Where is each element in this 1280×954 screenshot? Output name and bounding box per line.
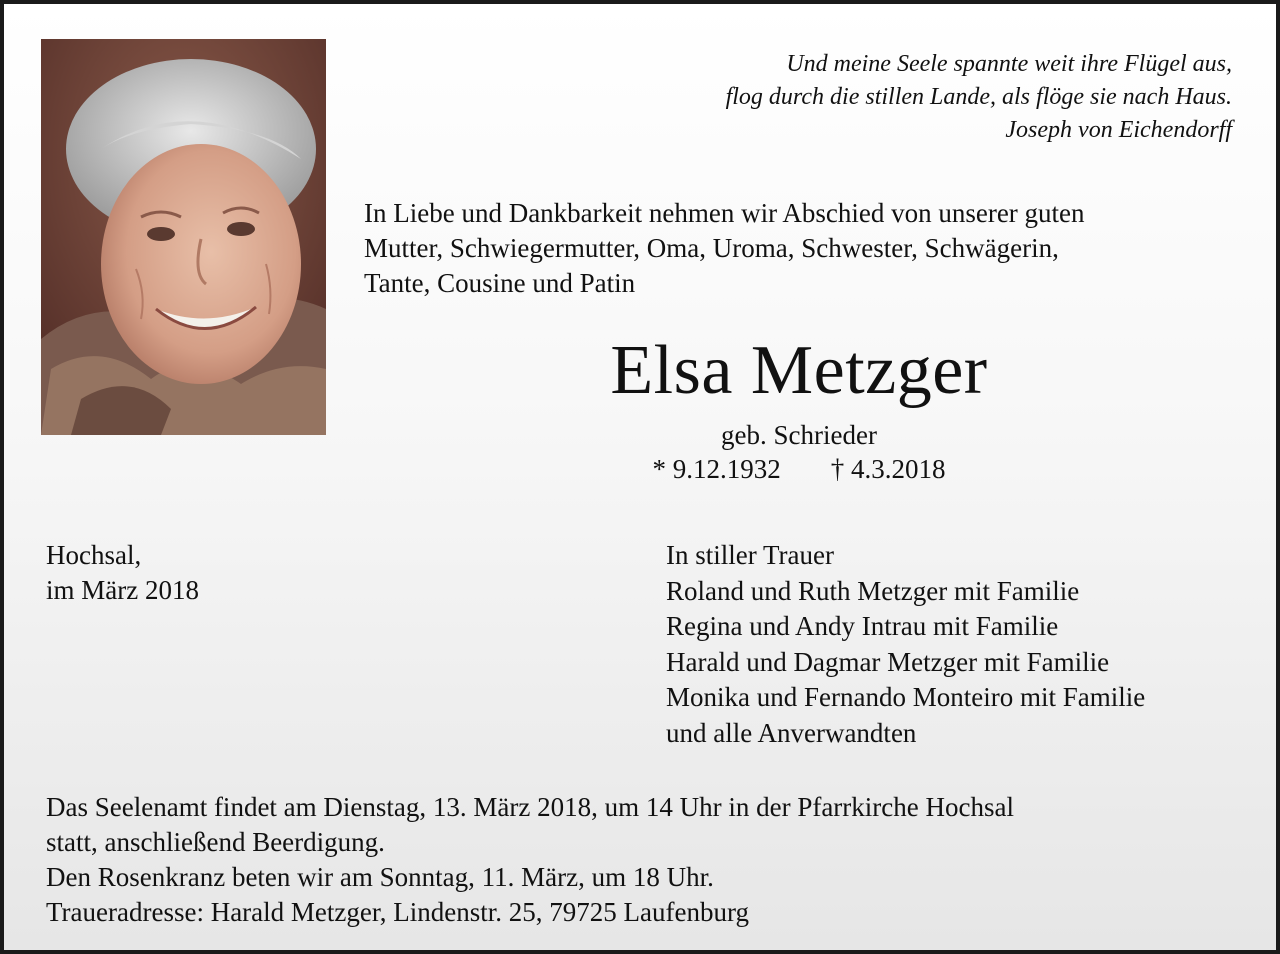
death-date: † 4.3.2018 [830, 454, 946, 484]
intro-line: In Liebe und Dankbarkeit nehmen wir Abschied von unserer guten [364, 198, 1085, 228]
quote-line: Und meine Seele spannte weit ihre Flügel aus, [786, 51, 1232, 77]
portrait-photo [41, 39, 326, 435]
intro-line: Tante, Cousine und Patin [364, 268, 636, 298]
mourner-line: Regina und Andy Intrau mit Familie [666, 611, 1059, 641]
place-line: Hochsal, [46, 540, 142, 570]
poem-quote [564, 48, 1232, 147]
notice-line: Das Seelenamt findet am Dienstag, 13. März 2018, um 14 Uhr in der Pfarrkirche Hochsal [46, 792, 1014, 822]
deceased-name: Elsa Metzger [610, 332, 988, 409]
place-line: im März 2018 [46, 575, 199, 605]
intro-line: Mutter, Schwiegermutter, Oma, Uroma, Schwester, Schwägerin, [364, 233, 1059, 263]
mourner-line: und alle Anverwandten [666, 717, 917, 748]
notice-line: statt, anschließend Beerdigung. [46, 827, 385, 857]
farewell-intro [364, 196, 1254, 301]
mourner-line: Roland und Ruth Metzger mit Familie [666, 575, 1080, 606]
mourner-line: In stiller Trauer [666, 540, 834, 570]
birth-date: * 9.12.1932 [652, 454, 781, 484]
place-and-date [46, 538, 199, 608]
quote-author: Joseph von Eichendorff [1005, 117, 1232, 143]
mourner-line: Monika und Fernando Monteiro mit Familie [666, 682, 1146, 712]
birth-name: geb. Schrieder [721, 420, 877, 450]
quote-line: flog durch die stillen Lande, als flöge sie nach Haus. [725, 84, 1232, 110]
notice-line: Den Rosenkranz beten wir am Sonntag, 11. März, um 18 Uhr. [46, 862, 714, 892]
portrait-image [41, 39, 326, 435]
life-dates [364, 452, 1234, 486]
mourners-list [666, 538, 1266, 751]
notice-line: Traueradresse: Harald Metzger, Lindenstr. 25, 79725 Laufenburg [46, 897, 749, 927]
service-notice [46, 790, 1256, 930]
mourner-line: Harald und Dagmar Metzger mit Familie [666, 646, 1110, 677]
